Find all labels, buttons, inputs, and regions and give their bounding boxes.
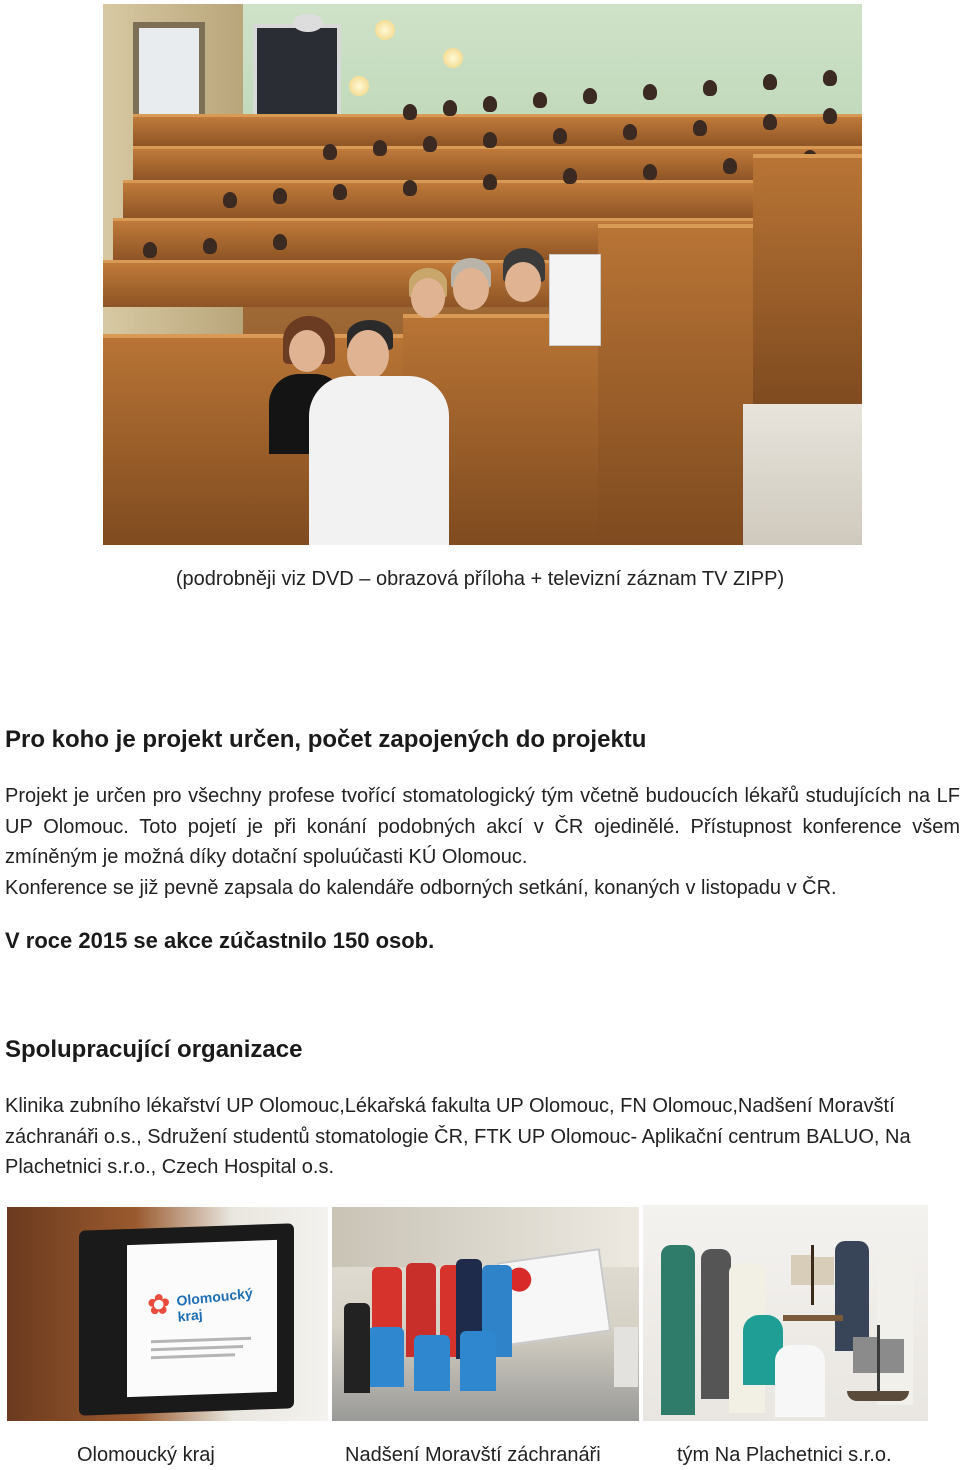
partners-paragraph: Klinika zubního lékařství UP Olomouc,Lékařská fakulta UP Olomouc, FN Olomouc,Nadšení Moravští záchranáři o.s., Sdružení studentů stomatologie ČR, FTK UP Olomouc- Aplikační centrum BALUO, Na Plachetnici s.r.o., Czech Hospital o.s.	[5, 1095, 911, 1178]
target-group-paragraph: Projekt je určen pro všechny profese tvořící stomatologický tým včetně budoucích lékařů studujících na LF UP Olomouc. Toto pojetí je při konání podobných akcí v ČR ojedinělé. Přístupnost konference všem zmíněným je možná díky dotační spoluúčasti KÚ Olomouc.	[5, 785, 960, 868]
nadseni-moravsti-zachranari-photo	[332, 1207, 639, 1421]
kraj-logo-text: Olomoucký kraj	[176, 1284, 254, 1325]
ship-model-2	[843, 1325, 913, 1405]
flower-logo-icon: ✿	[147, 1288, 171, 1321]
label-tym-na-plachetnici: tým Na Plachetnici s.r.o.	[677, 1444, 892, 1466]
monitor	[79, 1223, 294, 1416]
section-heading-partners: Spolupracující organizace	[5, 1036, 303, 1063]
tym-na-plachetnici-photo	[643, 1205, 928, 1421]
lecture-hall-photo	[103, 4, 862, 545]
label-olomoucky-kraj: Olomoucký kraj	[77, 1444, 215, 1466]
target-group-paragraph-last: Konference se již pevně zapsala do kalendáře odborných setkání, konaných v listopadu v ČR.	[5, 877, 837, 899]
participants-count: V roce 2015 se akce zúčastnilo 150 osob.	[5, 928, 435, 953]
olomoucky-kraj-photo	[7, 1207, 328, 1421]
ship-model	[783, 1245, 843, 1321]
section-heading-target-group: Pro koho je projekt určen, počet zapojených do projektu	[5, 726, 647, 753]
label-nadseni-moravsti-zachranari: Nadšení Moravští záchranáři	[345, 1444, 601, 1466]
photo-caption: (podrobněji viz DVD – obrazová příloha + televizní záznam TV ZIPP)	[175, 568, 785, 590]
monitor-screen	[127, 1240, 277, 1397]
banner	[497, 1248, 612, 1346]
